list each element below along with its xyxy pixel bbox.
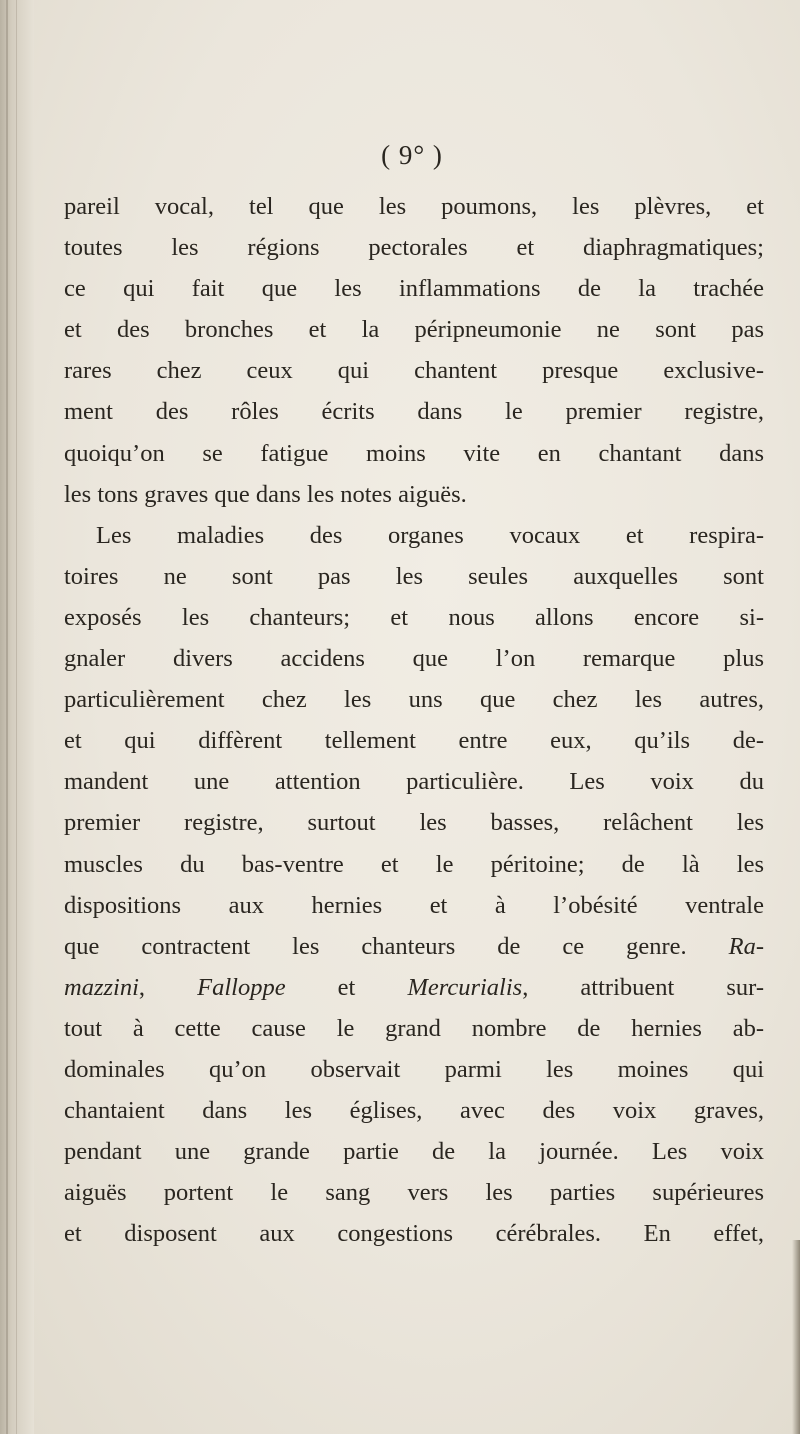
text-line-13: particulièrement chez les uns que chez les autres, <box>64 686 764 714</box>
text-line-22: dominales qu’on observait parmi les moines qui <box>64 1055 764 1083</box>
text-line-20-sep2: et <box>285 973 408 1001</box>
text-line-2: toutes les régions pectorales et diaphragmatiques; <box>64 234 764 262</box>
page-number-text: ( 9° ) <box>381 140 443 170</box>
text-line-7: quoiqu’on se fatigue moins vite en chantant dans <box>64 439 764 467</box>
text-line-21: tout à cette cause le grand nombre de hernies ab- <box>64 1014 764 1042</box>
text-line-24: pendant une grande partie de la journée. Les voix <box>64 1138 764 1166</box>
text-line-19-main: que contractent les chanteurs de ce genre. <box>64 932 687 960</box>
text-line-6: ment des rôles écrits dans le premier registre, <box>64 398 764 426</box>
text-line-8: les tons graves que dans les notes aiguës. <box>64 480 467 508</box>
text-line-20-tail: , attribuent sur- <box>522 973 765 1001</box>
text-line-4: et des bronches et la péripneumonie ne sont pas <box>64 316 764 344</box>
page-gutter <box>0 0 34 1434</box>
body-text <box>64 186 764 1254</box>
text-line-19 <box>64 926 764 967</box>
page-edge-shadow <box>792 1240 800 1434</box>
name-mercurialis: Mercurialis <box>407 973 523 1001</box>
text-line-3: ce qui fait que les inflammations de la trachée <box>64 275 764 303</box>
name-ramazzini: mazzini <box>64 973 139 1001</box>
text-line-16: premier registre, surtout les basses, relâchent les <box>64 809 764 837</box>
name-falloppe: Falloppe <box>197 973 286 1001</box>
text-line-25: aiguës portent le sang vers les parties supérieures <box>64 1179 764 1207</box>
text-line-12: gnaler divers accidens que l’on remarque plus <box>64 645 764 673</box>
text-line-10: toires ne sont pas les seules auxquelles sont <box>64 562 764 590</box>
text-line-18: dispositions aux hernies et à l’obésité ventrale <box>64 891 764 919</box>
text-line-9: Les maladies des organes vocaux et respira- <box>96 521 764 549</box>
text-line-11: exposés les chanteurs; et nous allons encore si- <box>64 603 764 631</box>
text-line-20-sep1: , <box>138 973 198 1001</box>
text-line-17: muscles du bas-ventre et le péritoine; de là les <box>64 850 764 878</box>
text-line-1: pareil vocal, tel que les poumons, les plèvres, et <box>64 193 764 220</box>
text-line-26: et disposent aux congestions cérébrales. En effet, <box>64 1220 764 1248</box>
text-line-5: rares chez ceux qui chantent presque exclusive- <box>64 357 764 385</box>
text-line-23: chantaient dans les églises, avec des voix graves, <box>64 1097 764 1125</box>
text-line-15: mandent une attention particulière. Les voix du <box>64 768 764 796</box>
page-number <box>0 140 800 171</box>
text-line-19-italic: Ra- <box>728 932 765 960</box>
text-line-14: et qui diffèrent tellement entre eux, qu’ils de- <box>64 727 764 755</box>
text-line-20 <box>64 967 764 1008</box>
